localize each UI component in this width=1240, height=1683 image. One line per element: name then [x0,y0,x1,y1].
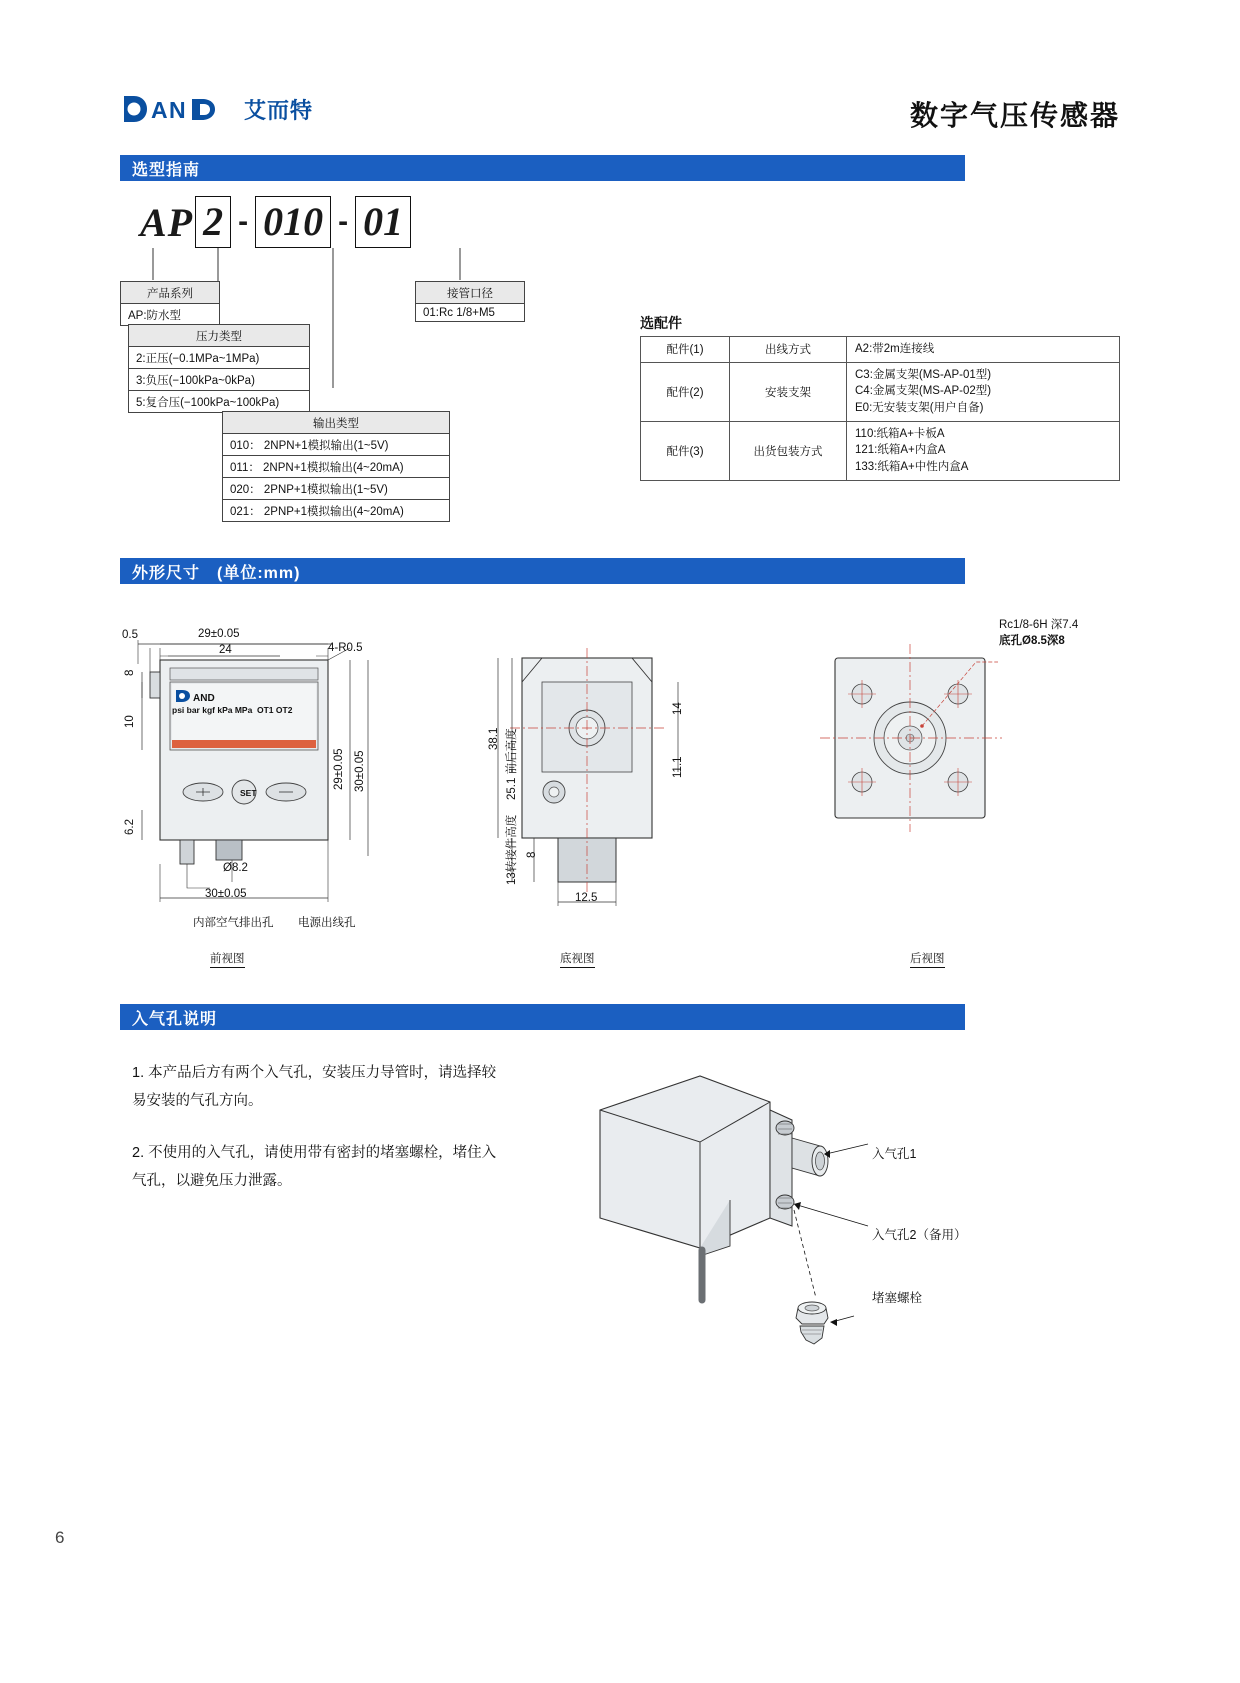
bottom-view-caption: 底视图 [560,950,595,968]
model-dash-2: - [338,205,349,238]
model-prefix: AP [140,199,194,245]
bottom-label-14: 14 [672,702,684,715]
brand-logo [120,92,313,126]
page-title: 数字气压传感器 [909,100,1120,131]
acc-values-2 [847,421,1120,480]
callout-output-row-2: 020： 2PNP+1模拟输出(1~5V) [223,478,449,500]
front-label-6.2: 6.2 [124,819,136,835]
bottom-label-8: 8 [526,851,538,858]
callout-output-title: 输出类型 [223,412,449,434]
callout-pressure [128,324,310,413]
front-label-0.5: 0.5 [122,629,138,641]
svg-text:A: A [151,97,168,123]
acc-type-1: 安装支架 [730,362,847,421]
acc-value-2-1: 121:纸箱A+内盒A [855,444,946,457]
label-air-hole-2: 入气孔2（备用） [872,1228,967,1242]
callout-output-row-0: 010： 2NPN+1模拟输出(1~5V) [223,434,449,456]
front-label-d8.2: Ø8.2 [223,862,248,874]
front-label-vent: 内部空气排出孔 [193,917,274,929]
acc-type-0: 出线方式 [730,337,847,363]
callout-series-row-0: AP:防水型 [128,309,182,322]
acc-value-1-2: E0:无安装支架(用户自备) [855,402,984,415]
bottom-label-12.5: 12.5 [575,892,598,904]
model-seg-port: 01 [355,196,411,248]
svg-text:AND: AND [193,693,215,704]
acc-values-1 [847,362,1120,421]
rear-view-caption: 后视图 [910,950,945,968]
section-bar-dimensions: 外形尺寸 (单位:mm) [120,558,965,584]
svg-text:OT1 OT2: OT1 OT2 [257,705,293,715]
front-label-29-h: 29±0.05 [333,748,345,790]
acc-no-1: 配件(2) [641,362,730,421]
front-label-cable: 电源出线孔 [298,917,356,929]
acc-value-2-0: 110:纸箱A+卡板A [855,427,945,440]
page-header [120,92,1120,144]
model-seg-output: 010 [255,196,331,248]
and-logo-icon [120,92,238,126]
dimension-drawings [120,619,1120,965]
acc-values-0 [847,337,1120,363]
acc-no-0: 配件(1) [641,337,730,363]
model-dash-1: - [238,205,249,238]
air-hole-illustration [580,1050,1000,1370]
accessories-title: 选配件 [640,315,682,331]
callout-series [120,281,220,326]
front-label-10: 10 [124,715,136,728]
callout-series-title: 产品系列 [121,282,219,304]
front-view-caption: 前视图 [210,950,245,968]
callout-output-row-3: 021： 2PNP+1模拟输出(4~20mA) [230,505,404,518]
svg-text:psi bar kgf kPa MPa: psi bar kgf kPa MPa [172,705,253,715]
section-bar-selection-guide: 选型指南 [120,155,965,181]
acc-type-2: 出货包装方式 [730,421,847,480]
bottom-label-13: 13转接件高度 [506,814,518,885]
acc-value-0-0: A2:带2m连接线 [855,343,935,355]
svg-text:SET: SET [240,788,257,798]
accessories-table [640,336,1120,481]
acc-value-1-0: C3:金属支架(MS-AP-01型) [855,368,992,381]
air-hole-note-1: 1. 本产品后方有两个入气孔，安装压力导管时，请选择较易安装的气孔方向。 [132,1065,497,1109]
acc-value-2-2: 133:纸箱A+中性内盒A [855,461,969,474]
front-label-8: 8 [124,669,136,676]
brand-name-cn: 艾而特 [244,97,314,123]
acc-no-2: 配件(3) [641,421,730,480]
svg-text:N: N [169,97,186,123]
label-air-hole-1: 入气孔1 [872,1147,917,1161]
callout-pressure-row-1: 3:负压(−100kPa~0kPa) [129,369,309,391]
callout-pressure-title: 压力类型 [129,325,309,347]
page-number: 6 [55,1528,65,1547]
callout-port-row-0: 01:Rc 1/8+M5 [423,306,495,319]
table-row [641,337,1120,363]
table-row [641,421,1120,480]
bottom-label-25.1: 25.1 前后高度 [506,728,518,800]
table-row [641,362,1120,421]
model-seg-pressure: 2 [195,196,231,248]
air-hole-note-2: 2. 不使用的入气孔，请使用带有密封的堵塞螺栓，堵住入气孔，以避免压力泄露。 [132,1145,497,1189]
label-plug-bolt: 堵塞螺栓 [872,1291,923,1305]
front-label-30: 30±0.05 [205,888,247,900]
front-label-29: 29±0.05 [198,628,240,640]
bottom-label-11.1: 11.1 [672,756,684,778]
rear-label-thread: Rc1/8-6H 深7.4 [999,619,1079,631]
rear-label-hole: 底孔Ø8.5深8 [999,635,1065,647]
rear-view-drawing [780,620,1060,950]
callout-output-row-1: 011： 2NPN+1模拟输出(4~20mA) [223,456,449,478]
bottom-label-38.1: 38.1 [488,727,500,750]
front-label-30-h: 30±0.05 [354,750,366,792]
callout-pressure-row-2: 5:复合压(−100kPa~100kPa) [136,396,280,409]
front-label-24: 24 [219,644,232,656]
callout-port [415,281,525,322]
acc-value-1-1: C4:金属支架(MS-AP-02型) [855,385,992,398]
callout-port-title: 接管口径 [416,282,524,304]
callout-pressure-row-0: 2:正压(−0.1MPa~1MPa) [129,347,309,369]
callout-output [222,411,450,522]
front-label-4R05: 4-R0.5 [328,642,363,654]
section-bar-air-hole: 入气孔说明 [120,1004,965,1030]
front-view-drawing [120,620,420,950]
